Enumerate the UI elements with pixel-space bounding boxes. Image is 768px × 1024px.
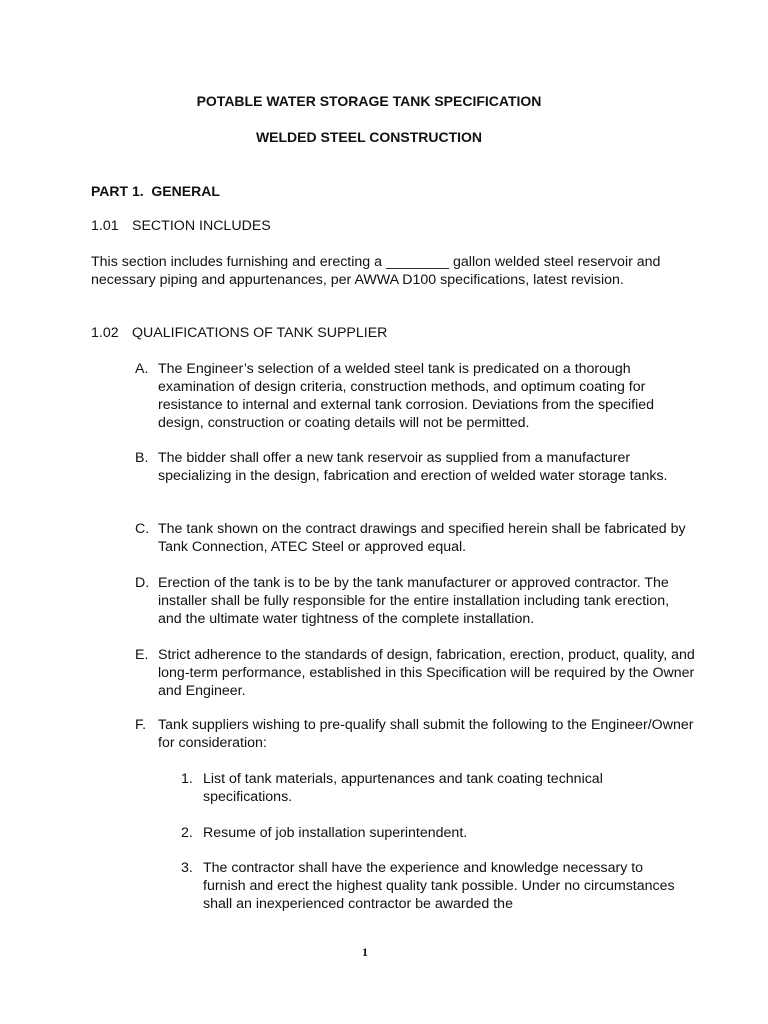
section-heading-1-01 — [91, 217, 271, 235]
list-marker: A. — [135, 361, 149, 377]
list-item-text: Strict adherence to the standards of design, fabrication, erection, product, quality, and long-term performance, established in this Specification will be required by the Owner and Engineer. — [158, 647, 695, 699]
sub-list-item-1 — [181, 770, 681, 806]
list-marker: B. — [135, 450, 149, 466]
sub-list-item-2 — [181, 824, 681, 842]
section-heading-1-02 — [91, 324, 387, 342]
section-number: 1.01 — [91, 218, 119, 234]
sub-list-item-3 — [181, 859, 681, 913]
section-title: SECTION INCLUDES — [132, 218, 271, 234]
list-item-c — [135, 520, 695, 556]
list-item-e — [135, 646, 695, 700]
sub-list-item-text: The contractor shall have the experience and knowledge necessary to furnish and erect the highest quality tank possible. Under no circumstances shall an inexperienced contractor be awarded the — [203, 860, 675, 912]
part-heading: PART 1. GENERAL — [91, 183, 220, 199]
sub-list-item-text: List of tank materials, appurtenances and tank coating technical specifications. — [203, 771, 603, 805]
section-intro-paragraph: This section includes furnishing and erecting a ________ gallon welded steel reservoir and necessary piping and appurtenances, per AWWA D100 specifications, latest revision. — [91, 254, 661, 288]
section-number: 1.02 — [91, 325, 119, 341]
list-item-text: Tank suppliers wishing to pre-qualify shall submit the following to the Engineer/Owner for consideration: — [158, 717, 694, 751]
document-subtitle: WELDED STEEL CONSTRUCTION — [255, 129, 483, 145]
page-number: 1 — [362, 945, 368, 959]
section-title: QUALIFICATIONS OF TANK SUPPLIER — [132, 325, 388, 341]
sub-list-marker: 1. — [181, 771, 193, 787]
list-item-text: Erection of the tank is to be by the tank manufacturer or approved contractor. The installer shall be fully responsible for the entire installation including tank erection, and the ultimate water tightness of the complete installation. — [158, 575, 670, 627]
list-item-text: The tank shown on the contract drawings and specified herein shall be fabricated by Tank Connection, ATEC Steel or approved equal. — [158, 521, 686, 555]
list-item-f — [135, 716, 695, 752]
list-marker: F. — [135, 717, 147, 733]
sub-list-item-text: Resume of job installation superintendent. — [203, 825, 468, 841]
sub-list-marker: 3. — [181, 860, 193, 876]
list-item-b — [135, 449, 695, 485]
list-marker: D. — [135, 575, 150, 591]
document-title: POTABLE WATER STORAGE TANK SPECIFICATION — [196, 93, 542, 109]
list-marker: E. — [135, 647, 149, 663]
list-item-text: The bidder shall offer a new tank reservoir as supplied from a manufacturer specializing in the design, fabrication and erection of welded water storage tanks. — [158, 450, 668, 484]
list-item-a — [135, 360, 695, 432]
sub-list-marker: 2. — [181, 825, 193, 841]
list-marker: C. — [135, 521, 150, 537]
list-item-d — [135, 574, 695, 628]
list-item-text: The Engineer’s selection of a welded steel tank is predicated on a thorough examination of design criteria, construction methods, and optimum coating for resistance to internal and external tank corrosion. Deviations from the specified design, construction or coating details will not be permitted. — [158, 361, 655, 431]
